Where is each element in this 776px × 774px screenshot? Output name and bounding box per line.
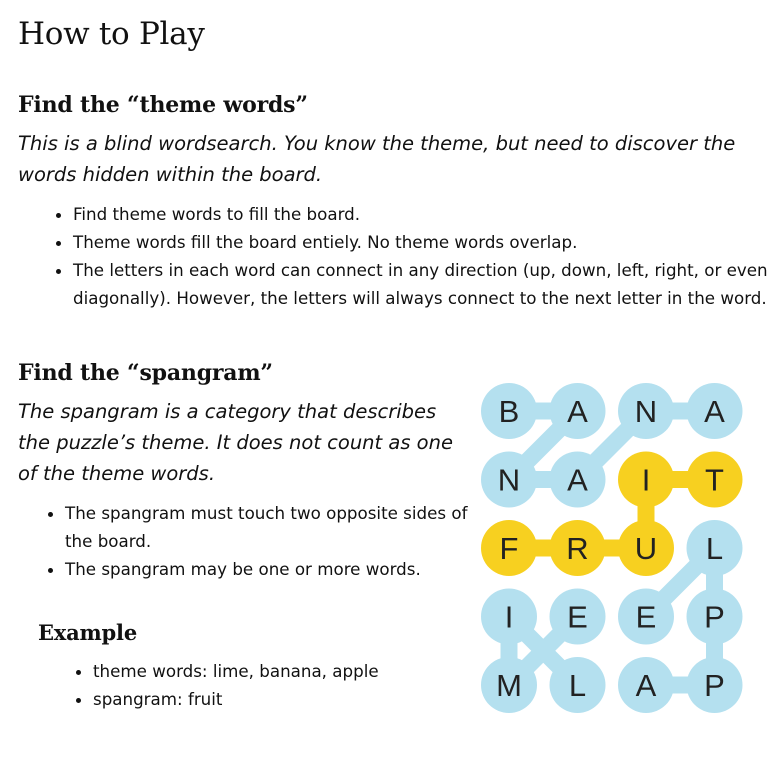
theme-rule-item: • The letters in each word can connect in any direction (up, down, left, right, or even diagonally). However, the letters will always connect to the next letter in the word. (73, 256, 776, 312)
letter-cell-text: P (704, 668, 725, 703)
example-item: • theme words: lime, banana, apple (93, 657, 493, 685)
letter-cell-text: M (496, 668, 522, 703)
spangram-intro: The spangram is a category that describes the puzzle’s theme. It does not count as one of the theme words. (18, 400, 453, 485)
letter-cell-text: N (497, 462, 521, 498)
letter-cell (687, 589, 743, 645)
spangram-rules-list (10, 499, 485, 583)
letter-cell-text: E (635, 599, 657, 635)
theme-words-rules-list (18, 200, 776, 312)
letter-cell (618, 657, 674, 713)
letter-cell-text: A (567, 462, 588, 498)
letter-cell (550, 589, 606, 645)
letter-cell-text: R (566, 531, 589, 566)
letter-cell-text: I (641, 462, 651, 498)
letter-cell (481, 383, 537, 439)
letter-cell-text: A (567, 394, 588, 429)
letter-cell-text: I (504, 599, 514, 635)
letter-cell (687, 452, 743, 508)
letter-cell-text: L (568, 668, 587, 703)
letter-cell (687, 657, 743, 713)
spangram-rule-item: • The spangram must touch two opposite sides of the board. (65, 499, 485, 555)
letter-cell (550, 383, 606, 439)
letter-cell-text: P (704, 599, 725, 635)
letter-cell (550, 452, 606, 508)
theme-rule-item: • Theme words fill the board entiely. No theme words overlap. (73, 228, 776, 256)
letter-cell-text: F (499, 531, 519, 566)
letter-cell (618, 520, 674, 576)
letter-cell-text: L (705, 531, 724, 566)
example-list (38, 657, 493, 713)
theme-words-heading: Find the “theme words” (18, 92, 308, 118)
spangram-heading: Find the “spangram” (18, 360, 273, 386)
example-letter-board (478, 380, 746, 716)
letter-cell-text: A (704, 394, 725, 429)
letter-cell (550, 657, 606, 713)
letter-cell (618, 452, 674, 508)
letter-cell (481, 589, 537, 645)
example-heading: Example (38, 620, 137, 645)
page-title: How to Play (18, 16, 205, 52)
letter-cell (481, 657, 537, 713)
theme-words-intro: This is a blind wordsearch. You know the theme, but need to discover the words hidden within the board. (18, 132, 736, 186)
letter-cell (550, 520, 606, 576)
letter-cell-text: A (635, 668, 657, 703)
letter-cell (687, 383, 743, 439)
letter-cell (481, 520, 537, 576)
letter-cell-text: E (567, 599, 588, 635)
letter-cell (618, 383, 674, 439)
letter-cell-text: U (634, 531, 658, 566)
letter-cell-text: T (705, 462, 724, 498)
example-item: • spangram: fruit (93, 685, 493, 713)
spangram-rule-item: • The spangram may be one or more words. (65, 555, 485, 583)
theme-rule-item: • Find theme words to fill the board. (73, 200, 776, 228)
letter-cell (481, 452, 537, 508)
letter-cell (687, 520, 743, 576)
letter-cell-text: B (498, 394, 520, 429)
letter-cell (618, 589, 674, 645)
letter-cell-text: N (634, 394, 658, 429)
